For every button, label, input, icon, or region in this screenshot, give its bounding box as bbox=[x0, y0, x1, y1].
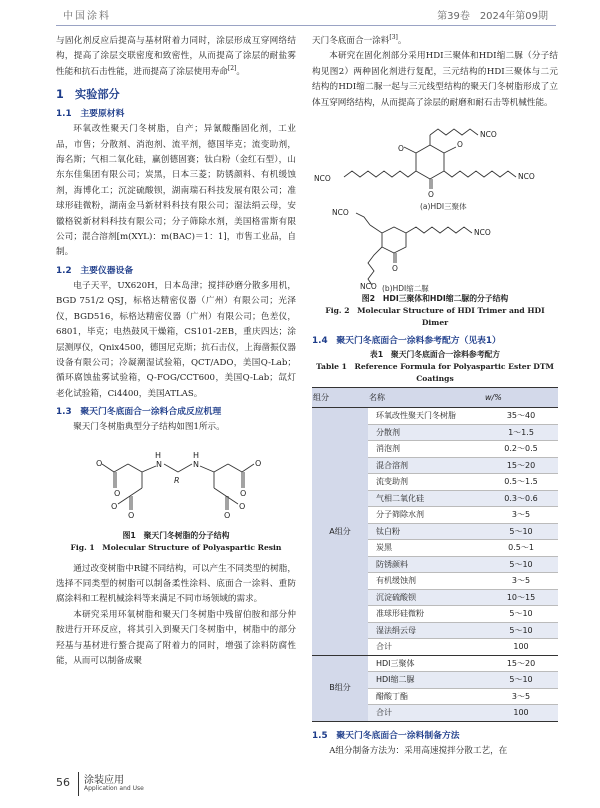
subsection-heading-preparation: 1.5 聚天门冬底面合一涂料制备方法 bbox=[312, 730, 460, 741]
modification-paragraph: 通过改变树脂中R键不同结构，可以产生不同类型的树脂，选择不同类型的树脂可以制备柔性涂料、底面合一涂料、重防腐涂料和工程机械涂料等来满足不同市场领域的需求。 bbox=[56, 563, 296, 605]
mass-fraction-cell: 10～15 bbox=[484, 589, 558, 606]
component-name-cell: 气相二氧化硅 bbox=[368, 490, 484, 507]
oxygen-label: O bbox=[255, 458, 262, 468]
table-1-caption-en: Table 1 Reference Formula for Polyaspartic Ester DTM Coatings bbox=[316, 362, 554, 384]
component-name-cell: HDI缩二脲 bbox=[368, 672, 484, 689]
mass-fraction-cell: 15～20 bbox=[484, 457, 558, 474]
footer-journal: 涂装应用 bbox=[84, 775, 124, 786]
column-header: w/% bbox=[484, 388, 558, 408]
nco-label: NCO bbox=[518, 172, 535, 182]
oxygen-label: O bbox=[239, 501, 246, 511]
mass-fraction-cell: 3～5 bbox=[484, 688, 558, 705]
component-name-cell: 沉淀硫酸钡 bbox=[368, 589, 484, 606]
hydrogen-label: H bbox=[193, 450, 200, 460]
footer-journal-en: Application and Use bbox=[84, 785, 144, 792]
mass-fraction-cell: 0.5～1.5 bbox=[484, 474, 558, 491]
component-name-cell: 炭黑 bbox=[368, 540, 484, 557]
table-row bbox=[312, 408, 558, 425]
nitrogen-label: N bbox=[193, 459, 199, 469]
nco-label: NCO bbox=[474, 228, 491, 238]
oxygen-label: O bbox=[392, 264, 398, 274]
header-rule bbox=[56, 25, 556, 26]
nco-label: NCO bbox=[314, 174, 331, 184]
subsection-heading-formula: 1.4 聚天门冬底面合一涂料参考配方（见表1） bbox=[312, 336, 501, 347]
hdi-structures-figure bbox=[312, 113, 558, 293]
page-number: 56 bbox=[56, 776, 70, 789]
component-name-cell: 环氧改性聚天门冬树脂 bbox=[368, 408, 484, 425]
nitrogen-label: N bbox=[156, 459, 162, 469]
footer-divider bbox=[78, 772, 79, 796]
nco-label: NCO bbox=[480, 130, 497, 140]
mass-fraction-cell: 0.3～0.6 bbox=[484, 490, 558, 507]
section-heading: 1 实验部分 bbox=[56, 88, 120, 102]
figure-2-caption-en: Fig. 2 Molecular Structure of HDI Trimer and HDI Dimer bbox=[325, 306, 545, 328]
figure-1-caption-cn: 图1 聚天门冬树脂的分子结构 bbox=[122, 530, 230, 540]
column-header: 名称 bbox=[368, 388, 484, 408]
component-name-cell: 消泡剂 bbox=[368, 441, 484, 458]
mass-fraction-cell: 15～20 bbox=[484, 655, 558, 672]
mass-fraction-cell: 0.5～1 bbox=[484, 540, 558, 557]
citation[interactable]: [2] bbox=[227, 64, 237, 72]
group-cell: A组分 bbox=[312, 408, 368, 656]
nco-label: NCO bbox=[332, 208, 349, 218]
figure-1-caption-en: Fig. 1 Molecular Structure of Polyaspartic Resin bbox=[70, 542, 282, 552]
subsection-heading-mechanism: 1.3 聚天门冬底面合一涂料合成反应机理 bbox=[56, 407, 222, 418]
component-name-cell: 钛白粉 bbox=[368, 523, 484, 540]
study-paragraph: 本研究采用环氧树脂和聚天门冬树脂中残留伯胺和部分仲胺进行开环反应，将其引入到聚天门冬树脂中，树脂中的部分羟基与基材进行螯合提高了附着力的同时，增强了涂料防腐性能，从而可以制备成聚 bbox=[56, 609, 296, 666]
mass-fraction-cell: 1～1.5 bbox=[484, 424, 558, 441]
mass-fraction-cell: 0.2～0.5 bbox=[484, 441, 558, 458]
subsection-heading-instruments: 1.2 主要仪器设备 bbox=[56, 265, 134, 276]
subsection-heading-materials: 1.1 主要原材料 bbox=[56, 109, 125, 120]
mass-fraction-cell: 100 bbox=[484, 639, 558, 656]
figure-2a-label: (a)HDI三聚体 bbox=[420, 202, 467, 212]
preparation-paragraph: A组分制备方法为：采用高速搅拌分散工艺，在 bbox=[329, 745, 508, 756]
journal-name: 中国涂料 bbox=[63, 11, 111, 22]
component-name-cell: 湿法绢云母 bbox=[368, 622, 484, 639]
structure-paragraph: 聚天门冬树脂典型分子结构如图1所示。 bbox=[73, 422, 225, 433]
oxygen-label: O bbox=[240, 488, 247, 498]
oxygen-label: O bbox=[128, 510, 135, 520]
polyaspartic-structure-figure bbox=[56, 438, 296, 530]
oxygen-label: O bbox=[111, 501, 118, 511]
mass-fraction-cell: 3～5 bbox=[484, 507, 558, 524]
mass-fraction-cell: 5～10 bbox=[484, 622, 558, 639]
curing-agent-paragraph: 本研究在固化剂部分采用HDI三聚体和HDI缩二脲（分子结构见图2）两种固化剂进行复配，三元结构的HDI三聚体与二元结构的HDI缩二脲一起与三元线型结构的聚天门冬树脂形成了立体互穿网络结构，从而提高了涂层的耐磨和耐石击等机械性能。 bbox=[312, 51, 558, 108]
figure-2b-label: (b)HDI缩二脲 bbox=[382, 284, 429, 294]
intro-paragraph: 与固化剂反应后提高与基材附着力同时，涂层形成互穿网络结构，提高了涂层交联密度和致密性，从而提高了涂层的耐盐雾性能和抗石击性能，进而提高了涂层使用寿命[2]。 bbox=[56, 36, 296, 77]
component-name-cell: 混合溶剂 bbox=[368, 457, 484, 474]
component-name-cell: HDI三聚体 bbox=[368, 655, 484, 672]
table-row bbox=[312, 655, 558, 672]
hydrogen-label: H bbox=[155, 450, 162, 460]
mass-fraction-cell: 3～5 bbox=[484, 573, 558, 590]
component-name-cell: 分子筛除水剂 bbox=[368, 507, 484, 524]
component-name-cell: 防锈颜料 bbox=[368, 556, 484, 573]
mass-fraction-cell: 100 bbox=[484, 705, 558, 722]
column-header: 组分 bbox=[312, 388, 368, 408]
continued-paragraph: 天门冬底面合一涂料[3]。 bbox=[312, 34, 407, 46]
mass-fraction-cell: 35～40 bbox=[484, 408, 558, 425]
oxygen-label: O bbox=[224, 510, 231, 520]
oxygen-label: O bbox=[114, 488, 121, 498]
table-1-caption-cn: 表1 聚天门冬底面合一涂料参考配方 bbox=[369, 350, 501, 360]
component-name-cell: 醋酸丁酯 bbox=[368, 688, 484, 705]
mass-fraction-cell: 5～10 bbox=[484, 672, 558, 689]
oxygen-label: O bbox=[96, 458, 103, 468]
oxygen-label: O bbox=[398, 144, 404, 154]
formula-table bbox=[312, 387, 558, 722]
mass-fraction-cell: 5～10 bbox=[484, 606, 558, 623]
r-group-label: R bbox=[174, 475, 180, 485]
figure-2-caption-cn: 图2 HDI三聚体和HDI缩二脲的分子结构 bbox=[361, 294, 509, 304]
table-header-row bbox=[312, 388, 558, 408]
instruments-paragraph: 电子天平，UX620H，日本岛津；搅拌砂磨分散多用机，BGD 751/2 QSJ，标格达精密仪器（广州）有限公司；光泽仪，BGD516，标格达精密仪器（广州）有限公司；色差仪，6801，毕克；电热鼓风干燥箱，CS101-2EB，重庆四达；涂层测厚仪，Qnix4500，德国尼克斯；抗石击仪，上海凿振仪器设备有限公司；冷凝潮湿试验箱，QCT/ADO，美国Q-Lab；循环腐蚀盐雾试验箱，Q-FOG/CCT600，美国Q-Lab；氙灯老化试验箱，Ci4400，美国ATLAS。 bbox=[56, 280, 296, 399]
mass-fraction-cell: 5～10 bbox=[484, 556, 558, 573]
component-name-cell: 合计 bbox=[368, 705, 484, 722]
left-column bbox=[56, 34, 296, 669]
component-name-cell: 合计 bbox=[368, 639, 484, 656]
component-name-cell: 有机缓蚀剂 bbox=[368, 573, 484, 590]
materials-paragraph: 环氧改性聚天门冬树脂，自产；异氰酸酯固化剂，工业品，市售；分散剂、消泡剂、流平剂，德国毕克；流变助剂，海名斯；气相二氧化硅，赢创德固赛；钛白粉（金红石型），山东东佳集团有限公司；炭黑，日本三菱；防锈颜料、有机缓蚀剂，海博化工；沉淀硫酸钡，湖南瑞石科技发展有限公司；准球形硅微粉，湖南金马新材料科技有限公司；湿法绢云母，安徽格锐新材料科技有限公司；分子筛除水剂，美国格雷斯有限公司；混合溶剂[m(XYL)：m(BAC)＝1：1]，市售工业品，自制。 bbox=[56, 124, 296, 258]
component-name-cell: 准球形硅微粉 bbox=[368, 606, 484, 623]
page-header bbox=[0, 0, 600, 26]
citation[interactable]: [3] bbox=[389, 34, 398, 42]
component-name-cell: 分散剂 bbox=[368, 424, 484, 441]
right-column bbox=[312, 34, 558, 759]
oxygen-label: O bbox=[428, 190, 434, 200]
component-name-cell: 流变助剂 bbox=[368, 474, 484, 491]
nco-label: NCO bbox=[360, 282, 377, 292]
mass-fraction-cell: 5～10 bbox=[484, 523, 558, 540]
issue-info: 第39卷 2024年第09期 bbox=[437, 11, 548, 22]
group-cell: B组分 bbox=[312, 655, 368, 721]
oxygen-label: O bbox=[457, 140, 463, 150]
